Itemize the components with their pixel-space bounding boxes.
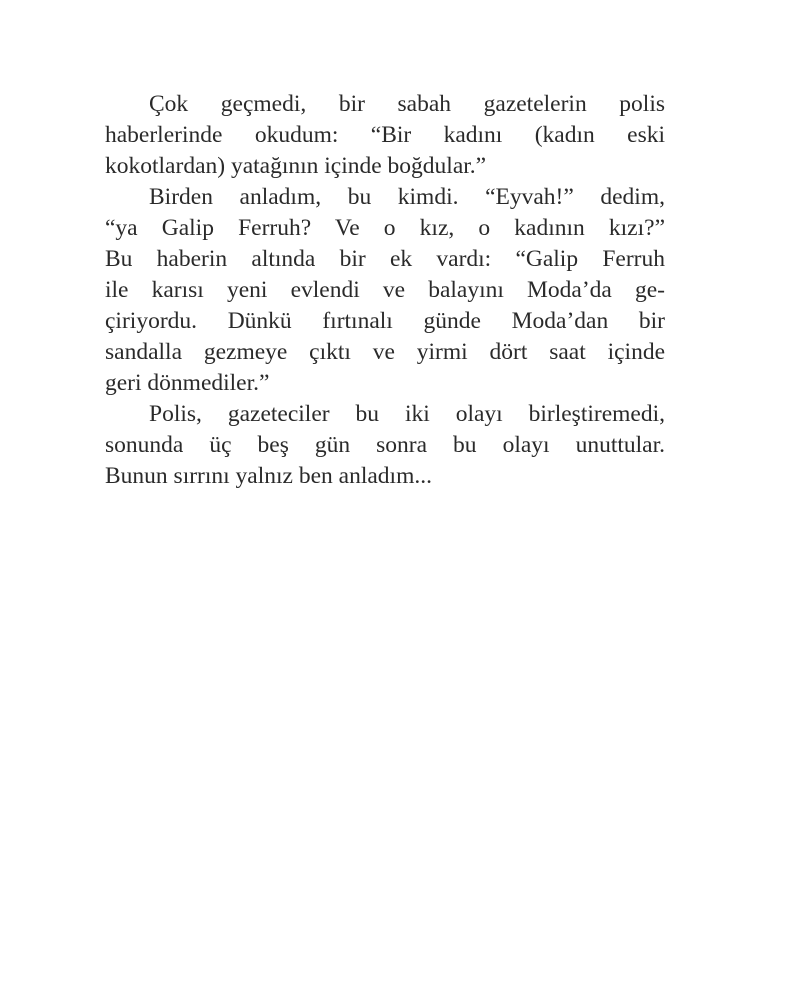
text-line: sandalla gezmeye çıktı ve yirmi dört saat içinde: [105, 339, 665, 365]
text-line: Bunun sırrını yalnız ben anladım...: [105, 463, 432, 489]
book-page-text: [105, 89, 665, 492]
text-line: “ya Galip Ferruh? Ve o kız, o kadının kızı?”: [105, 215, 665, 241]
text-line: geri dönmediler.”: [105, 370, 270, 396]
text-line: Bu haberin altında bir ek vardı: “Galip Ferruh: [105, 246, 665, 272]
text-line: çiriyordu. Dünkü fırtınalı günde Moda’dan bir: [105, 308, 665, 334]
text-line: Birden anladım, bu kimdi. “Eyvah!” dedim,: [149, 184, 665, 210]
paragraph: [105, 89, 665, 182]
text-line: Çok geçmedi, bir sabah gazetelerin polis: [149, 91, 665, 117]
text-line: kokotlardan) yatağının içinde boğdular.”: [105, 153, 487, 179]
text-line: haberlerinde okudum: “Bir kadını (kadın eski: [105, 122, 665, 148]
text-line: ile karısı yeni evlendi ve balayını Moda’da ge-: [105, 277, 665, 303]
paragraph: [105, 399, 665, 492]
text-line: Polis, gazeteciler bu iki olayı birleştiremedi,: [149, 401, 665, 427]
text-line: sonunda üç beş gün sonra bu olayı unuttular.: [105, 432, 665, 458]
paragraph: [105, 182, 665, 399]
